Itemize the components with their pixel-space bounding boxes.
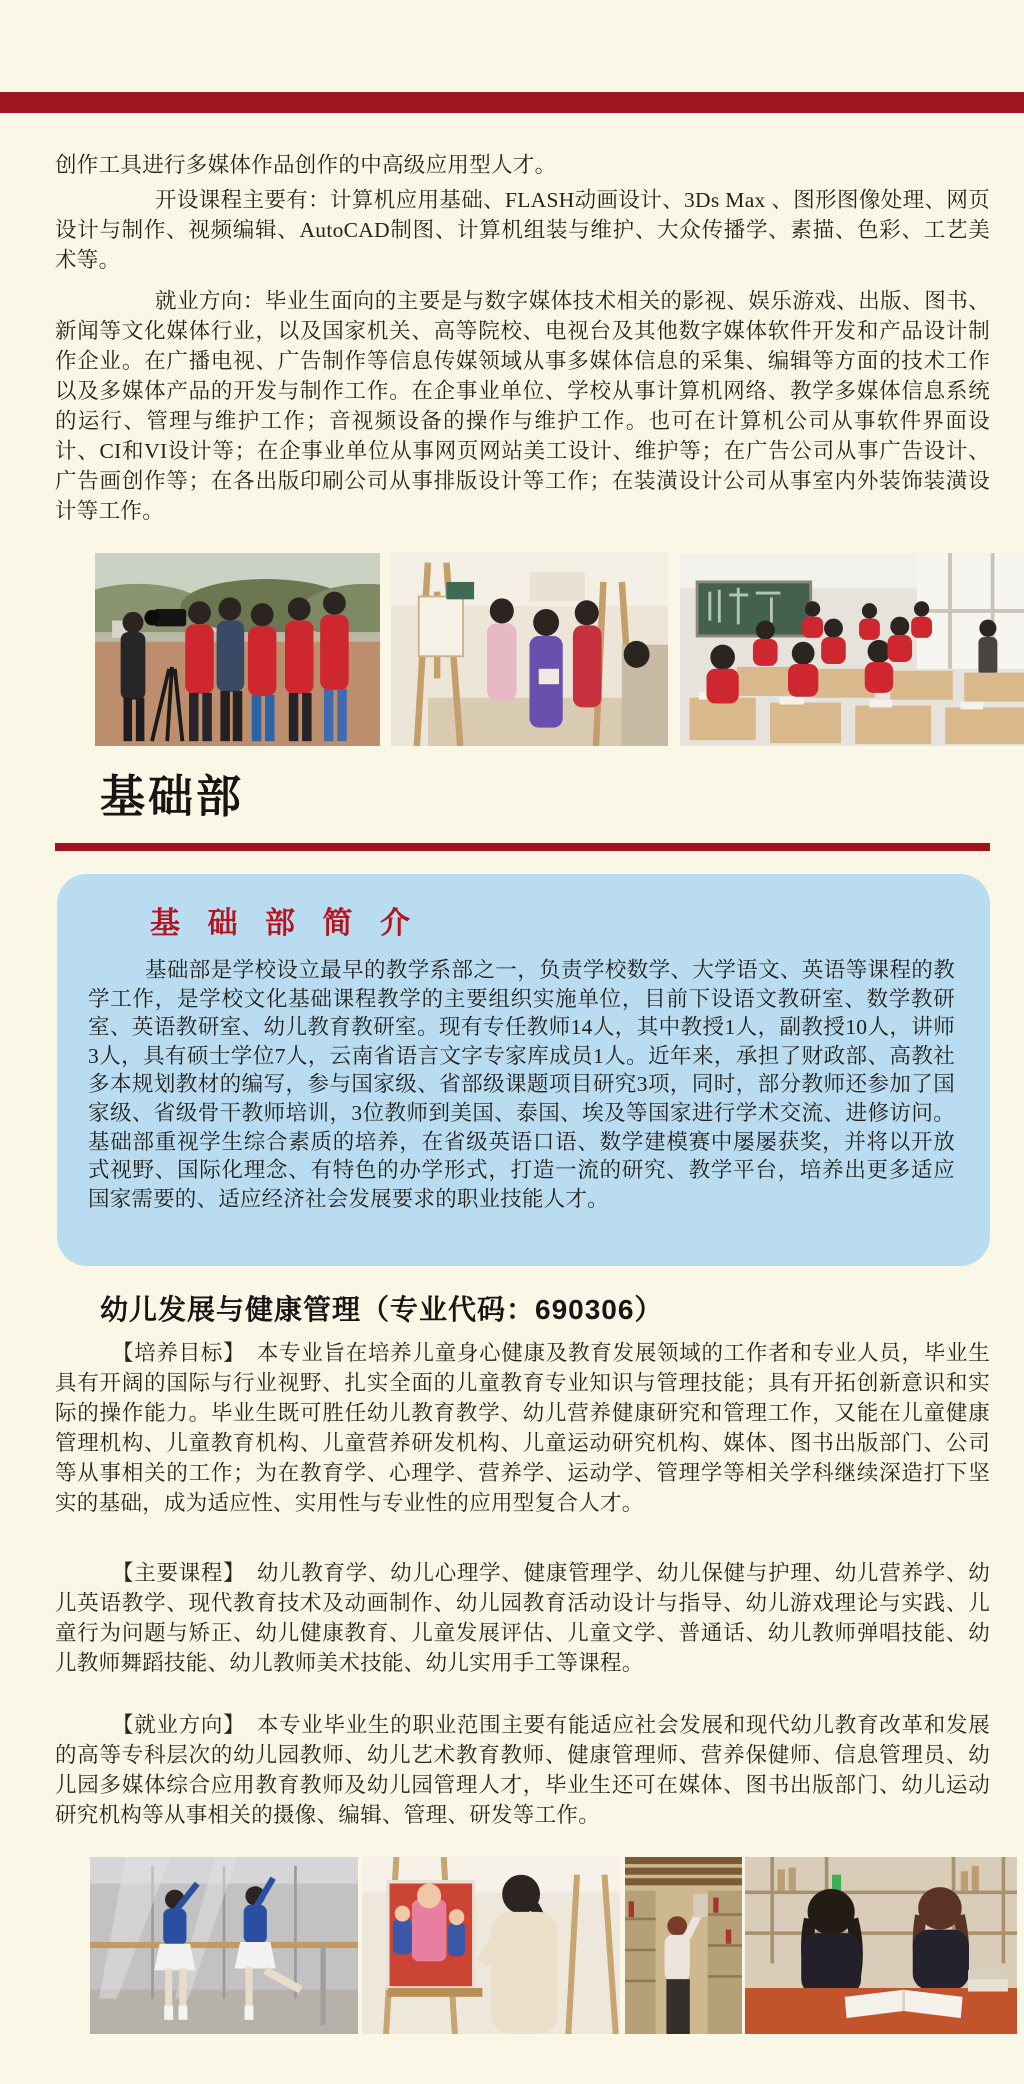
intro-paragraph-careers: 就业方向：毕业生面向的主要是与数字媒体技术相关的影视、娱乐游戏、出版、图书、新闻等文化媒体行业，以及国家机关、高等院校、电视台及其他数字媒体软件开发和产品设计制作企业。在广播电视、广告制作等信息传媒领域从事多媒体信息的采集、编辑等方面的技术工作以及多媒体产品的开发与制作工作。在企事业单位、学校从事计算机网络、教学多媒体信息系统的运行、管理与维护工作；音视频设备的操作与维护工作。也可在计算机公司从事软件界面设计、CI和VI设计等；在企事业单位从事网页网站美工设计、维护等；在广告公司从事广告设计、广告画创作等；在各出版印刷公司从事排版设计等工作；在装潢设计公司从事室内外装饰装潢设计等工作。	[55, 289, 990, 523]
top-red-bar	[0, 92, 1024, 113]
library-shelf-photo	[625, 1857, 742, 2034]
library-reading-photo	[745, 1857, 1017, 2034]
department-intro-box	[57, 874, 990, 1266]
intro-paragraph-courses: 开设课程主要有：计算机应用基础、FLASH动画设计、3Ds Max 、图形图像处理、网页设计与制作、视频编辑、AutoCAD制图、计算机组装与维护、大众传播学、素描、色彩、工艺美术等。	[55, 188, 990, 272]
department-title: 基础部	[100, 771, 245, 822]
red-divider-line	[55, 843, 990, 851]
dance-studio-image	[90, 1857, 358, 2034]
library-shelf-image	[625, 1857, 742, 2034]
easel-painting-photo	[362, 1857, 620, 2034]
campus-filming-image	[95, 553, 380, 746]
art-studio-photo	[391, 553, 668, 746]
major-title: 幼儿发展与健康管理（专业代码：690306）	[100, 1294, 664, 1325]
intro-paragraph-1: 创作工具进行多媒体作品创作的中高级应用型人才。	[55, 153, 557, 177]
classroom-lecture-image	[680, 553, 1024, 746]
art-studio-image	[391, 553, 668, 746]
department-intro-text: 基础部是学校设立最早的教学系部之一，负责学校数学、大学语文、英语等课程的教学工作，是学校文化基础课程教学的主要组织实施单位，目前下设语文教研室、数学教研室、英语教研室、幼儿教育教研室。现有专任教师14人，其中教授1人，副教授10人，讲师3人，具有硕士学位7人，云南省语言文字专家库成员1人。近年来，承担了财政部、高教社多本规划教材的编写，参与国家级、省部级课题项目研究3项，同时，部分教师还参加了国家级、省级骨干教师培训，3位教师到美国、泰国、埃及等国家进行学术交流、进修访问。基础部重视学生综合素质的培养，在省级英语口语、数学建模赛中屡屡获奖，并将以开放式视野、国际化理念、有特色的办学形式，打造一流的研究、教学平台，培养出更多适应国家需要的、适应经济社会发展要求的职业技能人才。	[88, 958, 955, 1211]
major-career-paragraph: 【就业方向】 本专业毕业生的职业范围主要有能适应社会发展和现代幼儿教育改革和发展的高等专科层次的幼儿园教师、幼儿艺术教育教师、健康管理师、营养保健师、信息管理员、幼儿园多媒体综合应用教育教师及幼儿园管理人才，毕业生还可在媒体、图书出版部门、幼儿运动研究机构等从事相关的摄像、编辑、管理、研发等工作。	[55, 1713, 990, 1827]
major-courses-paragraph: 【主要课程】 幼儿教育学、幼儿心理学、健康管理学、幼儿保健与护理、幼儿营养学、幼儿英语教学、现代教育技术及动画制作、幼儿园教育活动设计与指导、幼儿游戏理论与实践、儿童行为问题与矫正、幼儿健康教育、儿童发展评估、儿童文学、普通话、幼儿教师弹唱技能、幼儿教师舞蹈技能、幼儿教师美术技能、幼儿实用手工等课程。	[55, 1561, 990, 1675]
easel-painting-image	[362, 1857, 620, 2034]
classroom-lecture-photo	[680, 553, 1024, 746]
major-goal-paragraph: 【培养目标】 本专业旨在培养儿童身心健康及教育发展领域的工作者和专业人员，毕业生具有开阔的国际与行业视野、扎实全面的儿童教育专业知识与管理技能；具有开拓创新意识和实际的操作能力。毕业生既可胜任幼儿教育教学、幼儿营养健康研究和管理工作，又能在儿童健康管理机构、儿童教育机构、儿童营养研发机构、儿童运动研究机构、媒体、图书出版部门、公司等从事相关的工作；为在教育学、心理学、营养学、运动学、管理学等相关学科继续深造打下坚实的基础，成为适应性、实用性与专业性的应用型复合人才。	[55, 1341, 990, 1515]
library-reading-image	[745, 1857, 1017, 2034]
campus-filming-photo	[95, 553, 380, 746]
department-intro-heading: 基 础 部 简 介	[150, 907, 420, 940]
dance-studio-photo	[90, 1857, 358, 2034]
